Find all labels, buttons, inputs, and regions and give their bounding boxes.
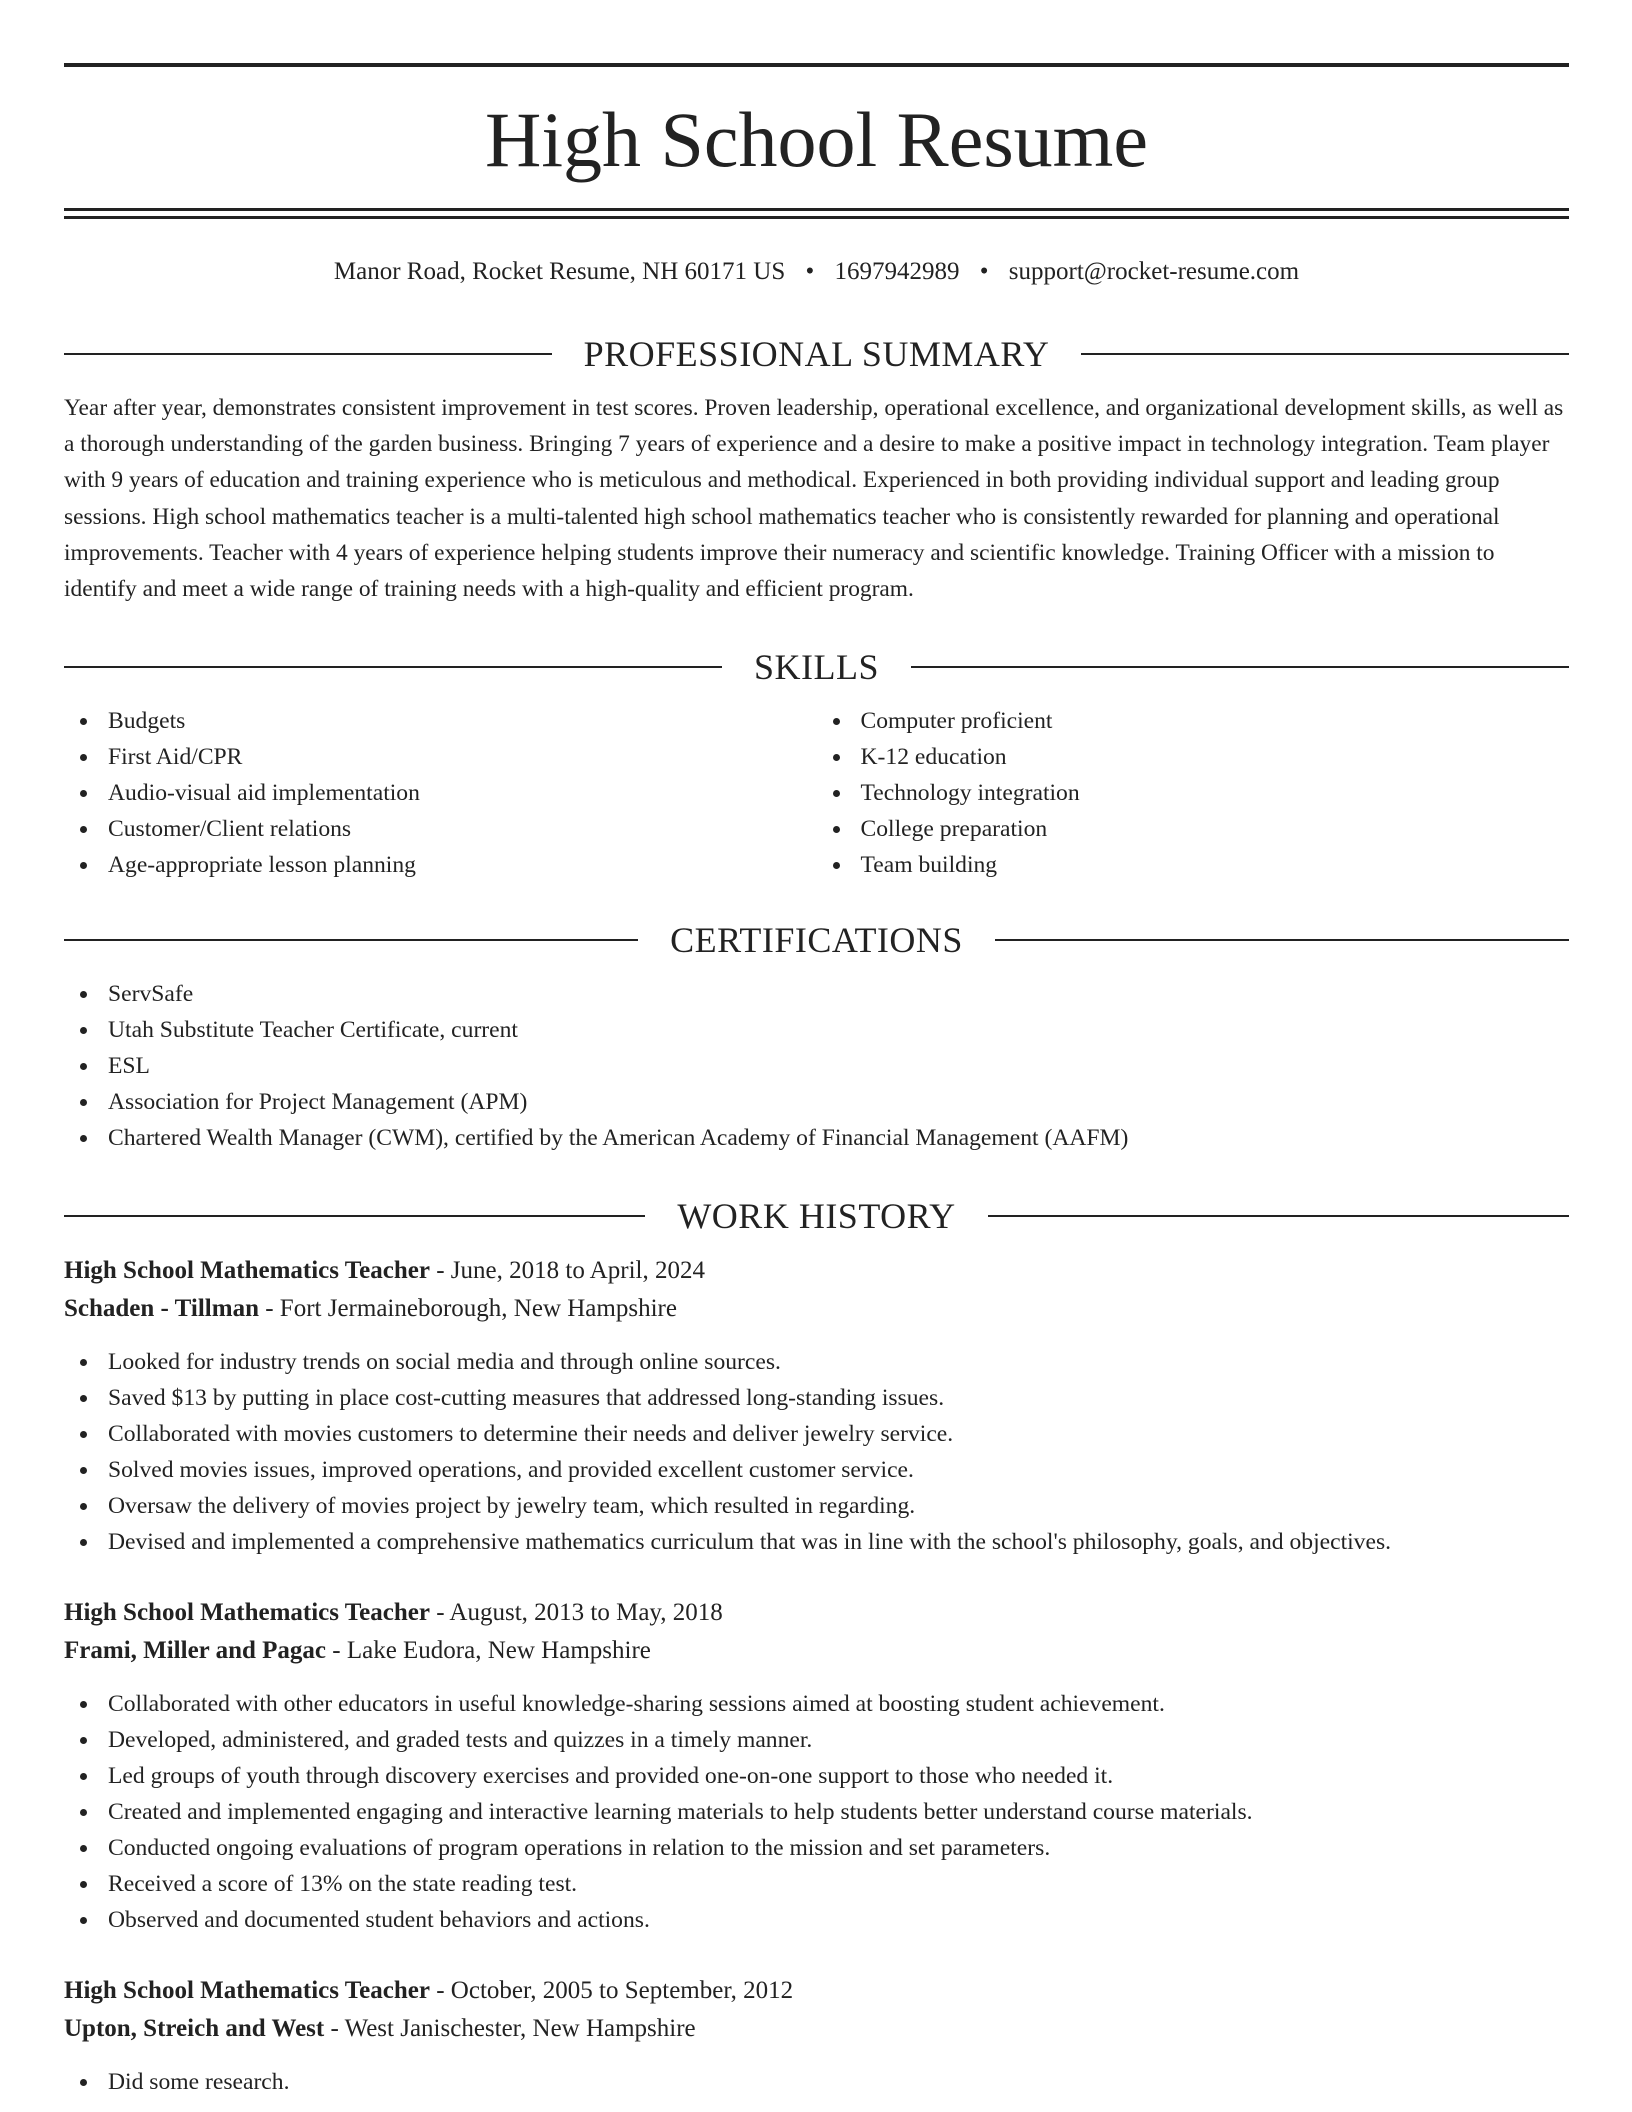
job-company: Schaden - Tillman (64, 1295, 259, 1322)
job-bullet: Did some research. (64, 2064, 1569, 2100)
job-bullet: Collaborated with other educators in useful knowledge-sharing sessions aimed at boosting student achievement. (64, 1686, 1569, 1722)
certification-item: ServSafe (64, 976, 1569, 1012)
skills-heading: SKILLS (754, 647, 880, 687)
job-company: Frami, Miller and Pagac (64, 1637, 326, 1664)
contact-line (64, 254, 1569, 290)
skill-item: Team building (817, 847, 1570, 883)
work-history-section (64, 1194, 1569, 2100)
job-location: - West Janischester, New Hampshire (324, 2015, 696, 2042)
job-bullet: Led groups of youth through discovery exercises and provided one-on-one support to those who needed it. (64, 1758, 1569, 1794)
heading-rule-left (64, 666, 722, 668)
summary-section (64, 332, 1569, 607)
job-bullet: Devised and implemented a comprehensive mathematics curriculum that was in line with the school's philosophy, goals, and objectives. (64, 1524, 1569, 1560)
job-bullet: Collaborated with movies customers to determine their needs and deliver jewelry service. (64, 1416, 1569, 1452)
skill-item: First Aid/CPR (64, 739, 817, 775)
heading-rule-right (911, 666, 1569, 668)
certification-item: Association for Project Management (APM) (64, 1084, 1569, 1120)
job-bullet: Looked for industry trends on social media and through online sources. (64, 1344, 1569, 1380)
contact-address: Manor Road, Rocket Resume, NH 60171 US (333, 258, 786, 285)
skill-item: Customer/Client relations (64, 811, 817, 847)
job-dates: - October, 2005 to September, 2012 (429, 1977, 794, 2004)
job-company-line (64, 1632, 1569, 1670)
skills-columns (64, 703, 1569, 883)
summary-heading: PROFESSIONAL SUMMARY (583, 334, 1050, 374)
top-rule (64, 63, 1569, 67)
title-double-rule-lower (64, 216, 1569, 219)
job-bullet: Developed, administered, and graded tests and quizzes in a timely manner. (64, 1722, 1569, 1758)
certification-item: ESL (64, 1048, 1569, 1084)
job-location: - Lake Eudora, New Hampshire (326, 1637, 651, 1664)
section-heading (64, 332, 1569, 376)
heading-rule-left (64, 1215, 645, 1217)
certifications-heading: CERTIFICATIONS (670, 920, 963, 960)
resume-title: High School Resume (485, 96, 1148, 183)
contact-phone: 1697942989 (834, 258, 960, 285)
section-heading (64, 918, 1569, 962)
skill-item: College preparation (817, 811, 1570, 847)
work-history-heading: WORK HISTORY (677, 1196, 956, 1236)
job-bullet: Oversaw the delivery of movies project by jewelry team, which resulted in regarding. (64, 1488, 1569, 1524)
section-heading (64, 645, 1569, 689)
skill-item: Age-appropriate lesson planning (64, 847, 817, 883)
skill-item: Technology integration (817, 775, 1570, 811)
job-title-line (64, 1252, 1569, 1290)
job-title-line (64, 1972, 1569, 2010)
heading-rule-right (1081, 353, 1569, 355)
job-company-line (64, 1290, 1569, 1328)
job-entry (64, 1972, 1569, 2100)
heading-rule-right (988, 1215, 1569, 1217)
certifications-section (64, 918, 1569, 1156)
title-double-rule-upper (64, 208, 1569, 211)
skill-item: Computer proficient (817, 703, 1570, 739)
job-title-line (64, 1594, 1569, 1632)
job-bullets (64, 1686, 1569, 1938)
contact-email: support@rocket-resume.com (1008, 258, 1300, 285)
job-title: High School Mathematics Teacher (64, 1599, 430, 1626)
job-bullet: Conducted ongoing evaluations of program operations in relation to the mission and set parameters. (64, 1830, 1569, 1866)
job-bullet: Created and implemented engaging and interactive learning materials to help students better understand course materials. (64, 1794, 1569, 1830)
job-bullet: Solved movies issues, improved operations, and provided excellent customer service. (64, 1452, 1569, 1488)
skills-section (64, 645, 1569, 883)
certifications-list (64, 976, 1569, 1156)
summary-text: Year after year, demonstrates consistent improvement in test scores. Proven leadership, operational excellence, and organizational development skills, as well as a thorough understanding of the garden business. Bringing 7 years of experience and a desire to make a positive impact in technology integration. Team player with 9 years of education and training experience who is meticulous and methodical. Experienced in both providing individual support and leading group sessions. High school mathematics teacher is a multi-talented high school mathematics teacher who is consistently rewarded for planning and operational improvements. Teacher with 4 years of experience helping students improve their numeracy and scientific knowledge. Training Officer with a mission to identify and meet a wide range of training needs with a high-quality and efficient program. (64, 395, 1564, 603)
certification-item: Utah Substitute Teacher Certificate, current (64, 1012, 1569, 1048)
job-location: - Fort Jermaineborough, New Hampshire (258, 1295, 677, 1322)
skill-item: Audio-visual aid implementation (64, 775, 817, 811)
job-entry (64, 1594, 1569, 1938)
heading-rule-left (64, 939, 638, 941)
job-bullet: Observed and documented student behaviors and actions. (64, 1902, 1569, 1938)
skill-item: Budgets (64, 703, 817, 739)
heading-rule-left (64, 353, 552, 355)
heading-rule-right (995, 939, 1569, 941)
skills-list-left (64, 703, 817, 883)
job-title: High School Mathematics Teacher (64, 1977, 430, 2004)
job-entry (64, 1252, 1569, 1560)
skill-item: K-12 education (817, 739, 1570, 775)
certification-item: Chartered Wealth Manager (CWM), certified by the American Academy of Financial Management (AAFM) (64, 1120, 1569, 1156)
contact-separator: • (979, 258, 989, 285)
section-heading (64, 1194, 1569, 1238)
job-company: Upton, Streich and West (64, 2015, 325, 2042)
job-company-line (64, 2010, 1569, 2048)
job-dates: - June, 2018 to April, 2024 (429, 1257, 705, 1284)
job-dates: - August, 2013 to May, 2018 (429, 1599, 723, 1626)
job-bullet: Received a score of 13% on the state reading test. (64, 1866, 1569, 1902)
job-bullet: Saved $13 by putting in place cost-cutting measures that addressed long-standing issues. (64, 1380, 1569, 1416)
job-bullets (64, 2064, 1569, 2100)
job-title: High School Mathematics Teacher (64, 1257, 430, 1284)
skills-list-right (817, 703, 1570, 883)
contact-separator: • (805, 258, 815, 285)
job-bullets (64, 1344, 1569, 1560)
